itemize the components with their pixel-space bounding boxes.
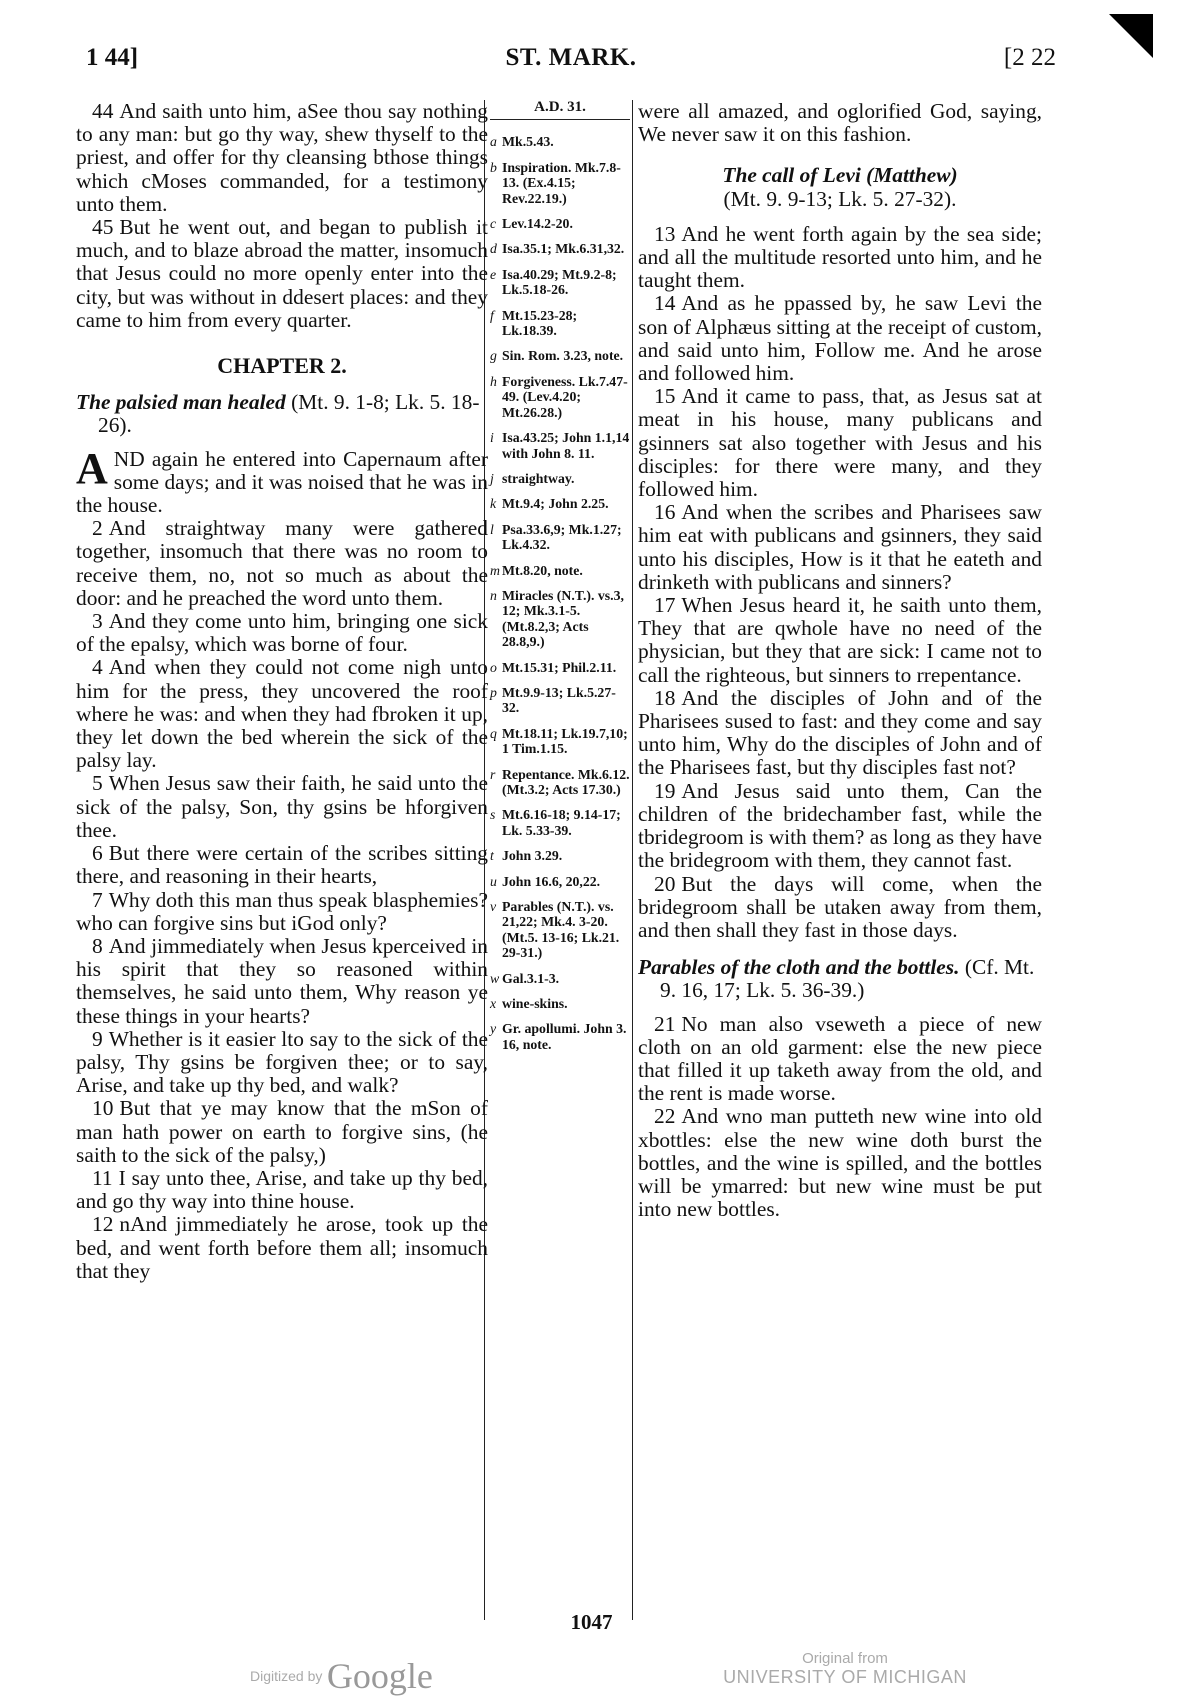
margin-ref: k Mt.9.4; John 2.25. — [490, 496, 609, 512]
verse-2-11: 11 I say unto thee, Arise, and take up thy bed, and go thy way into thine house. — [76, 1165, 488, 1214]
verse-2-6: 6 But there were certain of the scribes sitting there, and reasoning in their hearts, — [76, 841, 488, 889]
margin-ref: i Isa.43.25; John 1.1,14 with John 8. 11. — [490, 430, 630, 461]
verse-2-5: 5 When Jesus saw their faith, he said unto the sick of the palsy, Son, thy gsins be hforgiven thee. — [76, 771, 488, 842]
left-column — [76, 100, 488, 1283]
margin-ref: a Mk.5.43. — [490, 134, 554, 150]
digitized-by-watermark — [250, 1655, 433, 1697]
margin-ref: h Forgiveness. Lk.7.47-49. (Lev.4.20; Mt.26.28.) — [490, 373, 628, 420]
verse-2-1: AND again he entered into Capernaum after some days; and it was noised that he was in the house. — [76, 443, 488, 518]
section-heading-parables: Parables of the cloth and the bottles. (Cf. Mt. 9. 16, 17; Lk. 5. 36-39.) — [638, 955, 1035, 1003]
verse-2-21: 21 No man also vseweth a piece of new cloth on an old garment: else the new piece that filled it up taketh away from the old, and the rent is made worse. — [638, 1011, 1042, 1106]
original-from-watermark — [720, 1650, 970, 1688]
verse-2-16: 16 And when the scribes and Pharisees saw him eat with publicans and gsinners, they said unto his disciples, How is it that he eateth and drinketh with publicans and sinners? — [638, 500, 1042, 594]
chapter-heading: CHAPTER 2. — [217, 353, 347, 379]
margin-ref: c Lev.14.2-20. — [490, 216, 573, 232]
margin-ref: m Mt.8.20, note. — [490, 562, 583, 578]
verse-2-2: 2 And straightway many were gathered together, insomuch that there was no room to receive them, no, not so much as about the door: and he preached the word unto them. — [76, 516, 488, 610]
verse-2-20: 20 But the days will come, when the bridegroom shall be utaken away from them, and then shall they fast in those days. — [638, 871, 1042, 942]
verse-2-13: 13 And he went forth again by the sea side; and all the multitude resorted unto him, and he taught them. — [638, 221, 1042, 293]
margin-ref: p Mt.9.9-13; Lk.5.27-32. — [490, 684, 616, 716]
margin-ref: j straightway. — [490, 470, 575, 486]
margin-ref: n Miracles (N.T.). vs.3, 12; Mk.3.1-5. (Mt.8.2,3; Acts 28.8,9.) — [490, 587, 624, 650]
margin-ref: w Gal.3.1-3. — [490, 970, 560, 986]
margin-ref: t John 3.29. — [490, 848, 563, 864]
verse-2-17: 17 When Jesus heard it, he saith unto them, They that are qwhole have no need of the physician, but they that are sick: I came not to call the righteous, but sinners to rrepentance. — [638, 593, 1042, 687]
verse-2-9: 9 Whether is it easier lto say to the sick of the palsy, Thy gsins be forgiven thee; or to say, Arise, and take up thy bed, and walk? — [76, 1026, 488, 1098]
right-column — [638, 100, 1042, 1221]
margin-ref: s Mt.6.16-18; 9.14-17; Lk. 5.33-39. — [490, 807, 621, 838]
margin-ref: o Mt.15.31; Phil.2.11. — [490, 659, 617, 675]
verse-2-7: 7 Why doth this man thus speak blasphemies? who can forgive sins but iGod only? — [76, 887, 488, 935]
section-heading-palsied: The palsied man healed (Mt. 9. 1-8; Lk. 5. 18-26). — [76, 390, 480, 438]
margin-ref: u John 16.6, 20,22. — [490, 873, 601, 889]
verse-2-12: 12 nAnd jimmediately he arose, took up the bed, and went forth before them all; insomuch that they — [76, 1212, 488, 1283]
margin-ref: l Psa.33.6,9; Mk.1.27; Lk.4.32. — [490, 521, 622, 553]
verse-2-12-cont: were all amazed, and oglorified God, saying, We never saw it on this fashion. — [638, 99, 1042, 147]
margin-ref: q Mt.18.11; Lk.19.7,10; 1 Tim.1.15. — [490, 725, 628, 757]
verse-2-22: 22 And wno man putteth new wine into old xbottles: else the new wine doth burst the bottles, and the wine is spilled, and the bottles will be ymarred: but new wine must be put into new bottles. — [638, 1104, 1042, 1222]
margin-ref: r Repentance. Mk.6.12. (Mt.3.2; Acts 17.30.) — [490, 766, 630, 797]
column-rule-right — [632, 100, 633, 1620]
verse-2-8: 8 And jimmediately when Jesus kperceived in his spirit that they so reasoned within themselves, he said unto them, Why reason ye these things in your hearts? — [76, 933, 488, 1028]
verse-2-18: 18 And the disciples of John and of the Pharisees sused to fast: and they come and say unto him, Why do the disciples of John and of the Pharisees fast, but thy disciples fast not? — [638, 685, 1042, 780]
corner-mark — [1109, 14, 1153, 58]
margin-ref: v Parables (N.T.). vs. 21,22; Mk.4. 3-20. (Mt.5. 13-16; Lk.21. 29-31.) — [490, 899, 620, 961]
verse-2-15: 15 And it came to pass, that, as Jesus sat at meat in his house, many publicans and gsinners sat also together with Jesus and his disciples: for there were many, and they followed him. — [638, 384, 1042, 502]
section-heading-levi: The call of Levi (Matthew) (Mt. 9. 9-13; Lk. 5. 27-32). — [722, 163, 958, 211]
verse-2-4: 4 And when they could not come nigh unto him for the press, they uncovered the roof where he was: and when they had fbroken it up, they let down the bed wherein the sick of the palsy lay. — [76, 655, 488, 773]
university-label: UNIVERSITY OF MICHIGAN — [723, 1667, 967, 1687]
margin-ref: b Inspiration. Mk.7.8-13. (Ex.4.15; Rev.22.19.) — [490, 159, 621, 206]
header-left: 1 44] — [86, 44, 139, 71]
header-title: ST. MARK. — [505, 44, 637, 71]
margin-references — [490, 100, 630, 1062]
margin-ref: x wine-skins. — [490, 996, 568, 1012]
page-number: 1047 — [570, 1610, 613, 1634]
margin-ref: f Mt.15.23-28; Lk.18.39. — [490, 307, 578, 339]
margin-ref: g Sin. Rom. 3.23, note. — [490, 348, 624, 364]
verse-1-45: 45 But he went out, and began to publish it much, and to blaze abroad the matter, insomuch that Jesus could no more openly enter into the city, but was without in ddesert places: and they came to him from every quarter. — [76, 215, 488, 332]
verse-1-44: 44 And saith unto him, aSee thou say nothing to any man: but go thy way, shew thyself to the priest, and offer for thy cleansing bthose things which cMoses commanded, for a testimony unto them. — [76, 99, 488, 216]
verse-2-3: 3 And they come unto him, bringing one sick of the epalsy, which was borne of four. — [76, 609, 488, 657]
margin-ref: d Isa.35.1; Mk.6.31,32. — [490, 241, 625, 257]
margin-ref: y Gr. apollumi. John 3. 16, note. — [490, 1021, 627, 1052]
margin-ref: e Isa.40.29; Mt.9.2-8; Lk.5.18-26. — [490, 266, 617, 298]
verse-2-19: 19 And Jesus said unto them, Can the children of the bridechamber fast, while the tbridegroom is with them? as long as they have the bridegroom with them, they cannot fast. — [638, 778, 1042, 873]
page-header — [86, 44, 1056, 78]
margin-year: A.D. 31. — [490, 100, 630, 120]
original-from-label: Original from — [802, 1650, 888, 1667]
verse-2-14: 14 And as he ppassed by, he saw Levi the son of Alphæus sitting at the receipt of custom, and said unto him, Follow me. And he arose and followed him. — [638, 291, 1042, 386]
digitized-label: Digitized by — [250, 1668, 323, 1684]
verse-2-10: 10 But that ye may know that the mSon of man hath power on earth to forgive sins, (he saith to the sick of the palsy,) — [76, 1096, 488, 1167]
google-logo: Google — [326, 1656, 433, 1696]
header-right: [2 22 — [1003, 44, 1056, 71]
